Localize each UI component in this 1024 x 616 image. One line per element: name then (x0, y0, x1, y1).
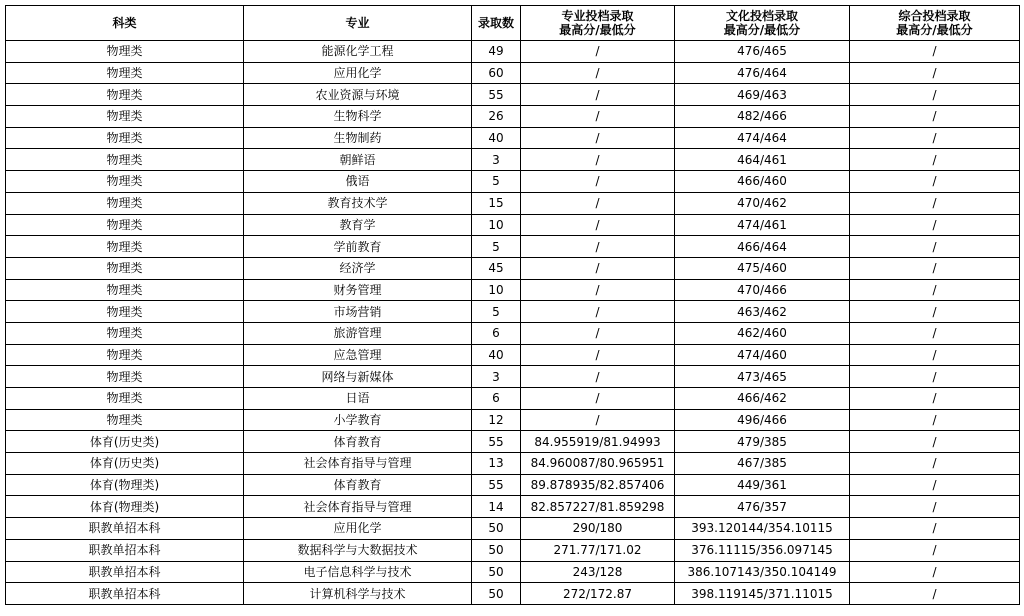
cell-count: 50 (472, 539, 521, 561)
table-row (6, 366, 1020, 388)
cell-professional: / (521, 388, 675, 410)
header-comprehensive (850, 6, 1020, 41)
cell-category: 物理类 (6, 106, 244, 128)
cell-professional: / (521, 344, 675, 366)
cell-category: 职教单招本科 (6, 539, 244, 561)
cell-count: 49 (472, 41, 521, 63)
cell-major: 教育技术学 (244, 192, 472, 214)
cell-professional: 290/180 (521, 518, 675, 540)
cell-professional: / (521, 236, 675, 258)
cell-count: 50 (472, 518, 521, 540)
cell-cultural: 469/463 (675, 84, 850, 106)
cell-category: 体育(物理类) (6, 474, 244, 496)
cell-major: 农业资源与环境 (244, 84, 472, 106)
cell-major: 旅游管理 (244, 322, 472, 344)
cell-professional: / (521, 257, 675, 279)
cell-count: 12 (472, 409, 521, 431)
cell-professional: / (521, 62, 675, 84)
cell-count: 55 (472, 84, 521, 106)
cell-count: 40 (472, 344, 521, 366)
cell-professional: 84.960087/80.965951 (521, 453, 675, 475)
table-row (6, 62, 1020, 84)
table-body (6, 41, 1020, 605)
cell-comprehensive: / (850, 171, 1020, 193)
cell-count: 26 (472, 106, 521, 128)
cell-count: 10 (472, 279, 521, 301)
cell-major: 体育教育 (244, 474, 472, 496)
table-row (6, 84, 1020, 106)
table-row (6, 301, 1020, 323)
cell-major: 数据科学与大数据技术 (244, 539, 472, 561)
cell-major: 生物制药 (244, 127, 472, 149)
cell-cultural: 475/460 (675, 257, 850, 279)
table-row (6, 257, 1020, 279)
cell-professional: / (521, 171, 675, 193)
cell-major: 体育教育 (244, 431, 472, 453)
cell-cultural: 449/361 (675, 474, 850, 496)
header-comprehensive-line1: 综合投档录取 (898, 9, 971, 23)
table-row (6, 344, 1020, 366)
cell-professional: / (521, 279, 675, 301)
cell-cultural: 393.120144/354.10115 (675, 518, 850, 540)
cell-category: 体育(历史类) (6, 453, 244, 475)
cell-count: 55 (472, 474, 521, 496)
cell-comprehensive: / (850, 257, 1020, 279)
cell-category: 物理类 (6, 279, 244, 301)
table-row (6, 106, 1020, 128)
cell-count: 5 (472, 171, 521, 193)
cell-count: 5 (472, 236, 521, 258)
cell-comprehensive: / (850, 149, 1020, 171)
cell-count: 14 (472, 496, 521, 518)
cell-comprehensive: / (850, 583, 1020, 605)
header-row (6, 6, 1020, 41)
header-cultural (675, 6, 850, 41)
cell-category: 物理类 (6, 62, 244, 84)
cell-count: 50 (472, 561, 521, 583)
cell-count: 50 (472, 583, 521, 605)
cell-cultural: 462/460 (675, 322, 850, 344)
cell-comprehensive: / (850, 561, 1020, 583)
header-professional-line2: 最高分/最低分 (559, 23, 636, 37)
cell-cultural: 386.107143/350.104149 (675, 561, 850, 583)
table-row (6, 127, 1020, 149)
cell-comprehensive: / (850, 214, 1020, 236)
cell-cultural: 376.11115/356.097145 (675, 539, 850, 561)
cell-major: 应急管理 (244, 344, 472, 366)
table-row (6, 214, 1020, 236)
cell-category: 物理类 (6, 192, 244, 214)
cell-category: 物理类 (6, 41, 244, 63)
cell-cultural: 496/466 (675, 409, 850, 431)
cell-category: 物理类 (6, 149, 244, 171)
cell-count: 3 (472, 366, 521, 388)
cell-professional: / (521, 41, 675, 63)
cell-professional: / (521, 322, 675, 344)
cell-count: 45 (472, 257, 521, 279)
cell-major: 计算机科学与技术 (244, 583, 472, 605)
table-row (6, 474, 1020, 496)
table-row (6, 561, 1020, 583)
cell-category: 物理类 (6, 257, 244, 279)
cell-major: 应用化学 (244, 518, 472, 540)
cell-cultural: 476/464 (675, 62, 850, 84)
table-row (6, 539, 1020, 561)
cell-comprehensive: / (850, 84, 1020, 106)
cell-category: 职教单招本科 (6, 561, 244, 583)
cell-professional: 272/172.87 (521, 583, 675, 605)
table-row (6, 149, 1020, 171)
cell-category: 物理类 (6, 84, 244, 106)
cell-comprehensive: / (850, 279, 1020, 301)
table-header (6, 6, 1020, 41)
table-row (6, 518, 1020, 540)
header-category: 科类 (6, 6, 244, 41)
cell-category: 物理类 (6, 127, 244, 149)
cell-professional: / (521, 366, 675, 388)
header-cultural-line1: 文化投档录取 (725, 9, 798, 23)
cell-count: 60 (472, 62, 521, 84)
cell-category: 职教单招本科 (6, 518, 244, 540)
cell-major: 电子信息科学与技术 (244, 561, 472, 583)
cell-cultural: 474/460 (675, 344, 850, 366)
cell-comprehensive: / (850, 344, 1020, 366)
cell-comprehensive: / (850, 41, 1020, 63)
cell-professional: 243/128 (521, 561, 675, 583)
cell-count: 10 (472, 214, 521, 236)
cell-cultural: 476/465 (675, 41, 850, 63)
cell-comprehensive: / (850, 236, 1020, 258)
table-row (6, 41, 1020, 63)
cell-comprehensive: / (850, 409, 1020, 431)
cell-category: 物理类 (6, 322, 244, 344)
cell-count: 6 (472, 322, 521, 344)
cell-comprehensive: / (850, 322, 1020, 344)
header-cultural-line2: 最高分/最低分 (723, 23, 801, 37)
cell-cultural: 463/462 (675, 301, 850, 323)
cell-count: 3 (472, 149, 521, 171)
table-row (6, 496, 1020, 518)
table-row (6, 279, 1020, 301)
cell-cultural: 474/461 (675, 214, 850, 236)
cell-major: 经济学 (244, 257, 472, 279)
table-row (6, 409, 1020, 431)
table-row (6, 388, 1020, 410)
cell-cultural: 466/460 (675, 171, 850, 193)
cell-comprehensive: / (850, 106, 1020, 128)
cell-major: 日语 (244, 388, 472, 410)
cell-professional: / (521, 127, 675, 149)
cell-comprehensive: / (850, 62, 1020, 84)
table-row (6, 192, 1020, 214)
table-row (6, 583, 1020, 605)
cell-count: 55 (472, 431, 521, 453)
table-row (6, 322, 1020, 344)
cell-major: 财务管理 (244, 279, 472, 301)
cell-major: 社会体育指导与管理 (244, 496, 472, 518)
cell-comprehensive: / (850, 453, 1020, 475)
cell-major: 教育学 (244, 214, 472, 236)
cell-comprehensive: / (850, 192, 1020, 214)
cell-professional: / (521, 106, 675, 128)
cell-major: 俄语 (244, 171, 472, 193)
cell-cultural: 464/461 (675, 149, 850, 171)
cell-category: 体育(历史类) (6, 431, 244, 453)
header-professional (521, 6, 675, 41)
cell-major: 应用化学 (244, 62, 472, 84)
cell-cultural: 482/466 (675, 106, 850, 128)
cell-cultural: 474/464 (675, 127, 850, 149)
cell-major: 生物科学 (244, 106, 472, 128)
cell-category: 物理类 (6, 236, 244, 258)
cell-major: 社会体育指导与管理 (244, 453, 472, 475)
cell-cultural: 473/465 (675, 366, 850, 388)
cell-major: 市场营销 (244, 301, 472, 323)
cell-professional: / (521, 214, 675, 236)
cell-major: 小学教育 (244, 409, 472, 431)
cell-cultural: 466/464 (675, 236, 850, 258)
cell-cultural: 398.119145/371.11015 (675, 583, 850, 605)
cell-professional: / (521, 84, 675, 106)
cell-category: 物理类 (6, 214, 244, 236)
cell-comprehensive: / (850, 474, 1020, 496)
table-row (6, 453, 1020, 475)
cell-category: 物理类 (6, 409, 244, 431)
cell-count: 40 (472, 127, 521, 149)
cell-category: 物理类 (6, 366, 244, 388)
cell-comprehensive: / (850, 496, 1020, 518)
cell-professional: 271.77/171.02 (521, 539, 675, 561)
table-row (6, 236, 1020, 258)
cell-category: 物理类 (6, 344, 244, 366)
cell-professional: 82.857227/81.859298 (521, 496, 675, 518)
cell-category: 物理类 (6, 171, 244, 193)
cell-professional: / (521, 149, 675, 171)
cell-professional: / (521, 301, 675, 323)
cell-major: 学前教育 (244, 236, 472, 258)
cell-count: 13 (472, 453, 521, 475)
cell-major: 能源化学工程 (244, 41, 472, 63)
cell-comprehensive: / (850, 301, 1020, 323)
admission-table-container (5, 5, 1020, 605)
header-count: 录取数 (472, 6, 521, 41)
cell-comprehensive: / (850, 431, 1020, 453)
header-major: 专业 (244, 6, 472, 41)
cell-cultural: 467/385 (675, 453, 850, 475)
cell-professional: / (521, 192, 675, 214)
cell-cultural: 466/462 (675, 388, 850, 410)
cell-cultural: 479/385 (675, 431, 850, 453)
cell-count: 6 (472, 388, 521, 410)
table-row (6, 171, 1020, 193)
cell-professional: / (521, 409, 675, 431)
cell-category: 体育(物理类) (6, 496, 244, 518)
admission-table (5, 5, 1020, 605)
cell-count: 15 (472, 192, 521, 214)
header-comprehensive-line2: 最高分/最低分 (896, 23, 973, 37)
cell-major: 朝鲜语 (244, 149, 472, 171)
table-row (6, 431, 1020, 453)
cell-comprehensive: / (850, 539, 1020, 561)
cell-category: 职教单招本科 (6, 583, 244, 605)
cell-category: 物理类 (6, 301, 244, 323)
cell-cultural: 470/466 (675, 279, 850, 301)
cell-comprehensive: / (850, 388, 1020, 410)
cell-cultural: 470/462 (675, 192, 850, 214)
cell-category: 物理类 (6, 388, 244, 410)
cell-comprehensive: / (850, 127, 1020, 149)
cell-comprehensive: / (850, 518, 1020, 540)
cell-professional: 84.955919/81.94993 (521, 431, 675, 453)
cell-major: 网络与新媒体 (244, 366, 472, 388)
cell-cultural: 476/357 (675, 496, 850, 518)
cell-count: 5 (472, 301, 521, 323)
cell-comprehensive: / (850, 366, 1020, 388)
header-professional-line1: 专业投档录取 (561, 9, 634, 23)
cell-professional: 89.878935/82.857406 (521, 474, 675, 496)
